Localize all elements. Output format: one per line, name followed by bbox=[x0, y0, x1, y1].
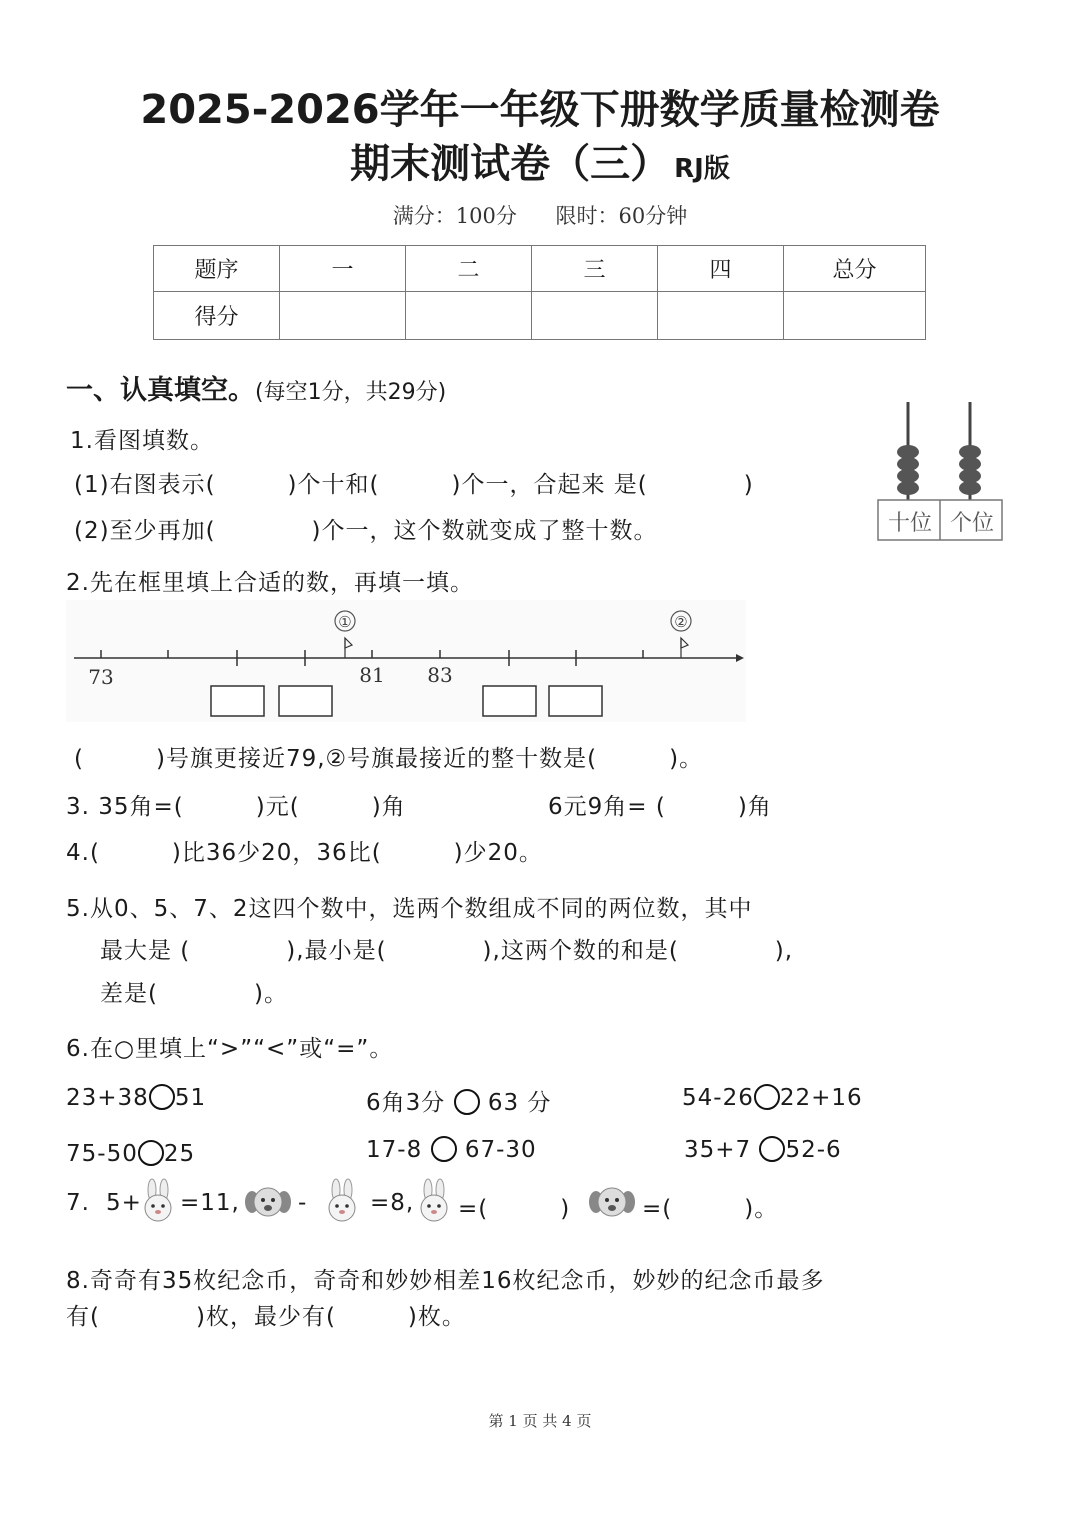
ones-label: 个位 bbox=[949, 511, 994, 536]
q7-text-4: =8, bbox=[370, 1190, 415, 1216]
compare-circle-4[interactable] bbox=[138, 1140, 164, 1166]
q6-item-6-right: 52-6 bbox=[785, 1137, 842, 1163]
score-cell-1[interactable] bbox=[280, 292, 406, 340]
page-title: 2025-2026学年一年级下册数学质量检测卷 bbox=[140, 87, 940, 133]
q2-stem: 2.先在框里填上合适的数，再填一填。 bbox=[66, 570, 474, 596]
q6-item-6-left: 35+7 bbox=[684, 1137, 752, 1163]
q1-part1: (1)右图表示( )个十和( )个一，合起来 是( ) bbox=[74, 472, 754, 498]
page-footer: 第 1 页 共 4 页 bbox=[488, 1412, 592, 1430]
answer-box-2[interactable] bbox=[279, 686, 332, 716]
q1-part2: (2)至少再加( )个一，这个数就变成了整十数。 bbox=[74, 518, 658, 544]
subtitle-text: 期末测试卷（三） bbox=[350, 141, 671, 187]
score-col-2: 二 bbox=[406, 246, 532, 292]
section-1-title: 一、认真填空。 bbox=[66, 375, 255, 406]
q7-text-3: - bbox=[298, 1190, 308, 1216]
tick-label-81: 81 bbox=[359, 663, 385, 687]
score-table-header: 题序 bbox=[154, 246, 280, 292]
q6-item-2-right: 63 分 bbox=[487, 1090, 552, 1116]
q7-number: 7. bbox=[66, 1190, 90, 1216]
score-table-header-row bbox=[154, 246, 926, 292]
answer-box-3[interactable] bbox=[483, 686, 536, 716]
q5-line2: 最大是 ( ),最小是( ),这两个数的和是( ), bbox=[100, 938, 794, 964]
page-subtitle bbox=[0, 132, 1080, 189]
compare-circle-3[interactable] bbox=[754, 1084, 780, 1110]
q6-item-5-right: 67-30 bbox=[464, 1137, 537, 1163]
version-label: RJ版 bbox=[674, 154, 730, 184]
score-cell-total[interactable] bbox=[784, 292, 926, 340]
q6-item-3 bbox=[682, 1084, 863, 1111]
rabbit-icon bbox=[320, 1178, 364, 1224]
q7-text-1: 5+ bbox=[106, 1190, 142, 1216]
q6-item-2 bbox=[366, 1084, 551, 1117]
q5-line3: 差是( )。 bbox=[100, 981, 288, 1007]
tick-label-83: 83 bbox=[427, 663, 453, 687]
compare-circle-6[interactable] bbox=[759, 1136, 785, 1162]
q6-item-3-right: 22+16 bbox=[779, 1085, 863, 1111]
q8-line1: 8.奇奇有35枚纪念币，奇奇和妙妙相差16枚纪念币，妙妙的纪念币最多 bbox=[66, 1268, 825, 1294]
ones-beads bbox=[959, 445, 981, 495]
q2-answer: ( )号旗更接近79,②号旗最接近的整十数是( )。 bbox=[74, 746, 704, 772]
score-cell-2[interactable] bbox=[406, 292, 532, 340]
q6-item-3-left: 54-26 bbox=[682, 1085, 754, 1111]
q6-item-4-left: 75-50 bbox=[66, 1141, 138, 1167]
section-1-note: (每空1分，共29分) bbox=[255, 380, 447, 405]
q6-item-1-right: 51 bbox=[174, 1085, 207, 1111]
score-col-4: 四 bbox=[658, 246, 784, 292]
q4-text: 4.( )比36少20，36比( )少20。 bbox=[66, 840, 543, 866]
q3-part-a: 3. 35角=( )元( )角 bbox=[66, 794, 406, 820]
puppy-icon bbox=[588, 1182, 636, 1222]
flag-2-label: ② bbox=[674, 613, 688, 631]
q6-item-1 bbox=[66, 1084, 206, 1111]
flag-1-label: ① bbox=[338, 613, 352, 631]
q7-text-6: =( )。 bbox=[642, 1196, 779, 1222]
rabbit-icon bbox=[412, 1178, 456, 1224]
time-limit: 限时：60分钟 bbox=[555, 204, 688, 228]
full-score: 满分：100分 bbox=[392, 204, 517, 228]
q6-item-5 bbox=[366, 1136, 537, 1163]
number-line bbox=[66, 600, 746, 722]
puppy-icon bbox=[244, 1182, 292, 1222]
tick-label-73: 73 bbox=[88, 665, 114, 689]
q7-text-2: =11, bbox=[180, 1190, 240, 1216]
q1-stem: 1.看图填数。 bbox=[70, 428, 214, 454]
score-table-score-row bbox=[154, 292, 926, 340]
score-col-1: 一 bbox=[280, 246, 406, 292]
q6-item-1-left: 23+38 bbox=[66, 1085, 149, 1111]
q6-stem: 6.在○里填上“>”“<”或“=”。 bbox=[66, 1036, 394, 1062]
q5-line1: 5.从0、5、7、2这四个数中，选两个数组成不同的两位数，其中 bbox=[66, 896, 753, 922]
score-col-3: 三 bbox=[532, 246, 658, 292]
q6-item-5-left: 17-8 bbox=[366, 1137, 423, 1163]
exam-info bbox=[0, 200, 1080, 230]
tens-label: 十位 bbox=[887, 511, 932, 536]
q7-text-5: =( ) bbox=[458, 1196, 571, 1222]
answer-box-1[interactable] bbox=[211, 686, 264, 716]
rabbit-icon bbox=[136, 1178, 180, 1224]
score-row-label: 得分 bbox=[154, 292, 280, 340]
score-table bbox=[153, 245, 926, 340]
q6-item-4 bbox=[66, 1140, 195, 1167]
section-1-heading bbox=[66, 368, 446, 407]
q8-line2: 有( )枚，最少有( )枚。 bbox=[66, 1304, 466, 1330]
compare-circle-5[interactable] bbox=[431, 1136, 457, 1162]
q6-item-2-left: 6角3分 bbox=[366, 1090, 446, 1116]
score-col-total: 总分 bbox=[784, 246, 926, 292]
compare-circle-2[interactable] bbox=[454, 1089, 480, 1115]
score-cell-3[interactable] bbox=[532, 292, 658, 340]
q3-part-b: 6元9角= ( )角 bbox=[548, 794, 772, 820]
answer-box-4[interactable] bbox=[549, 686, 602, 716]
compare-circle-1[interactable] bbox=[149, 1084, 175, 1110]
q6-item-6 bbox=[684, 1136, 842, 1163]
tens-beads bbox=[897, 445, 919, 495]
score-cell-4[interactable] bbox=[658, 292, 784, 340]
q6-item-4-right: 25 bbox=[163, 1141, 196, 1167]
